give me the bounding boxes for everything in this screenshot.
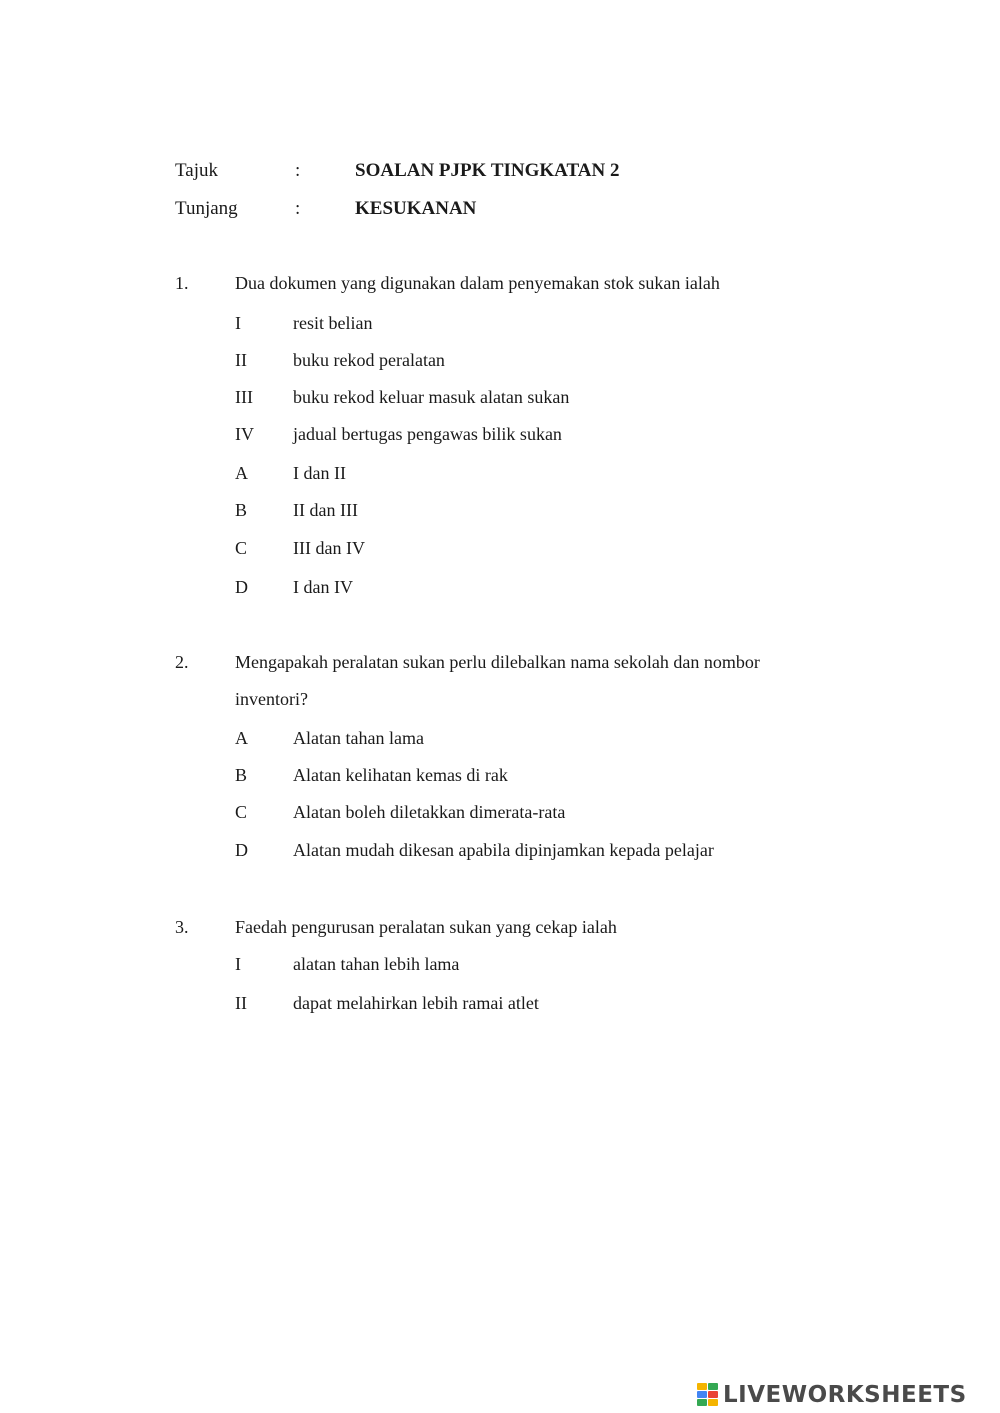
option-key: A bbox=[235, 728, 248, 748]
question-text-line1: Mengapakah peralatan sukan perlu dilebalkan nama sekolah dan nombor bbox=[235, 652, 760, 672]
statement-text: buku rekod keluar masuk alatan sukan bbox=[293, 387, 570, 407]
statement-key: III bbox=[235, 387, 253, 407]
option-key: C bbox=[235, 802, 248, 822]
tajuk-label: Tajuk bbox=[175, 160, 218, 181]
option-text: II dan III bbox=[293, 500, 358, 520]
tajuk-colon: : bbox=[295, 160, 301, 181]
statement-text: buku rekod peralatan bbox=[293, 350, 445, 370]
option-text: Alatan tahan lama bbox=[293, 728, 424, 748]
option-key: D bbox=[235, 577, 248, 597]
question-text-line2: inventori? bbox=[235, 689, 308, 709]
question-text: Dua dokumen yang digunakan dalam penyemakan stok sukan ialah bbox=[235, 273, 720, 293]
question-number: 2. bbox=[175, 652, 189, 672]
statement-text: alatan tahan lebih lama bbox=[293, 954, 460, 974]
tunjang-value: KESUKANAN bbox=[355, 198, 477, 219]
option-key: A bbox=[235, 463, 248, 483]
option-text: III dan IV bbox=[293, 538, 365, 558]
statement-key: II bbox=[235, 350, 247, 370]
statement-text: jadual bertugas pengawas bilik sukan bbox=[293, 424, 562, 444]
question-number: 1. bbox=[175, 273, 189, 293]
statement-key: I bbox=[235, 954, 241, 974]
option-text: I dan IV bbox=[293, 577, 353, 597]
option-key: B bbox=[235, 500, 248, 520]
option-text: Alatan boleh diletakkan dimerata-rata bbox=[293, 802, 566, 822]
option-text: Alatan kelihatan kemas di rak bbox=[293, 765, 508, 785]
question-text: Faedah pengurusan peralatan sukan yang cekap ialah bbox=[235, 917, 617, 937]
watermark-text: LIVEWORKSHEETS bbox=[723, 1382, 967, 1408]
liveworksheets-watermark[interactable] bbox=[697, 1380, 967, 1410]
statement-text: resit belian bbox=[293, 313, 373, 333]
tunjang-label: Tunjang bbox=[175, 198, 238, 219]
option-key: D bbox=[235, 840, 248, 860]
option-key: B bbox=[235, 765, 248, 785]
question-number: 3. bbox=[175, 917, 189, 937]
tunjang-colon: : bbox=[295, 198, 301, 219]
statement-key: I bbox=[235, 313, 241, 333]
statement-key: II bbox=[235, 993, 247, 1013]
option-text: I dan II bbox=[293, 463, 346, 483]
option-text: Alatan mudah dikesan apabila dipinjamkan kepada pelajar bbox=[293, 840, 714, 860]
tajuk-value: SOALAN PJPK TINGKATAN 2 bbox=[355, 160, 620, 181]
statement-text: dapat melahirkan lebih ramai atlet bbox=[293, 993, 539, 1013]
statement-key: IV bbox=[235, 424, 254, 444]
option-key: C bbox=[235, 538, 248, 558]
liveworksheets-logo-icon bbox=[697, 1383, 719, 1407]
